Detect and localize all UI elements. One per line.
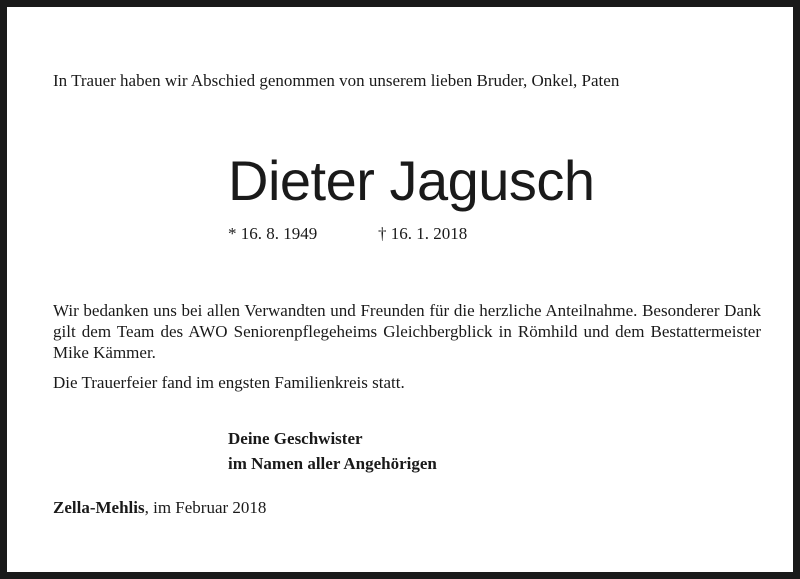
thanks-paragraph: Wir bedanken uns bei allen Verwandten und Freunden für die herzliche Anteilnahme. Besonderer Dank gilt dem Team des AWO Seniorenpflegeheims Gleichbergblick in Römhild und dem Bestattermeister Mike Kämmer.: [53, 301, 761, 362]
ceremony-text: Die Trauerfeier fand im engsten Familienkreis statt.: [53, 373, 405, 392]
death-date: † 16. 1. 2018: [378, 224, 468, 243]
place-name: Zella-Mehlis: [53, 498, 145, 517]
intro-text: In Trauer haben wir Abschied genommen von unserem lieben Bruder, Onkel, Paten: [53, 71, 620, 90]
birth-date: * 16. 8. 1949: [228, 224, 318, 243]
signature-line-2: im Namen aller Angehörigen: [228, 454, 437, 473]
date-text: , im Februar 2018: [144, 498, 267, 517]
place-date-line: [53, 498, 266, 518]
signature-line-1: Deine Geschwister: [228, 429, 363, 448]
deceased-name: Dieter Jagusch: [228, 149, 595, 212]
